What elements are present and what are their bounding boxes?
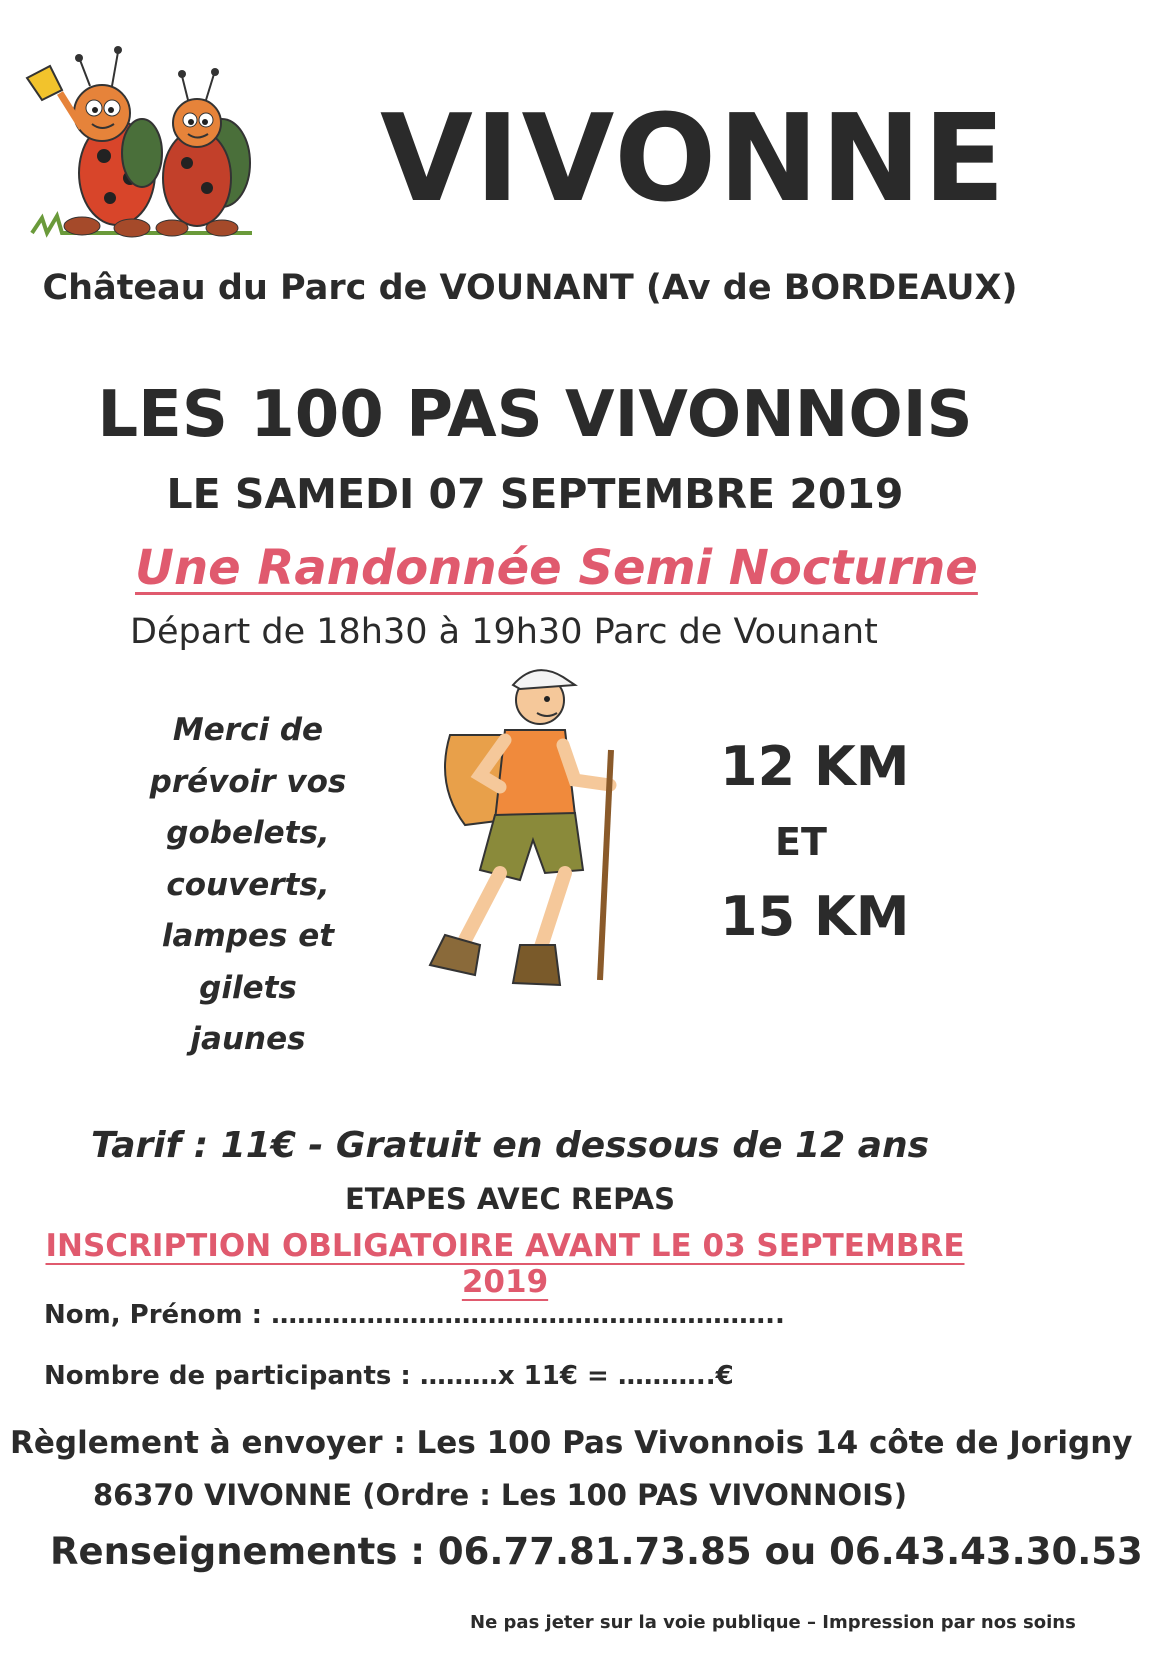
ladybug-hikers-illustration xyxy=(22,38,272,248)
event-subtitle: Une Randonnée Semi Nocturne xyxy=(135,540,978,596)
registration-deadline: INSCRIPTION OBLIGATOIRE AVANT LE 03 SEPTEMBRE 2019 xyxy=(45,1228,965,1300)
note-line: couverts, xyxy=(166,866,330,903)
steps-line: ETAPES AVEC REPAS xyxy=(344,1182,675,1216)
poster-title: VIVONNE xyxy=(380,90,1008,229)
payment-order: 86370 VIVONNE (Ordre : Les 100 PAS VIVONNOIS) xyxy=(92,1478,908,1512)
note-line: lampes et gilets xyxy=(161,918,335,1006)
hiker-illustration xyxy=(425,655,655,1015)
note-line: Merci de xyxy=(172,712,324,748)
note-line: jaunes xyxy=(190,1021,306,1057)
payment-address: Règlement à envoyer : Les 100 Pas Vivonnois 14 côte de Jorigny xyxy=(10,1425,1133,1461)
distance-15km: 15 KM xyxy=(720,885,910,948)
distance-joiner: ET xyxy=(775,820,827,864)
price-line: Tarif : 11€ - Gratuit en dessous de 12 ans xyxy=(90,1125,930,1166)
note-line: gobelets, xyxy=(166,815,330,851)
venue-line: Château du Parc de VOUNANT (Av de BORDEAUX) xyxy=(42,268,1018,308)
departure-info: Départ de 18h30 à 19h30 Parc de Vounant xyxy=(130,612,878,652)
event-name: LES 100 PAS VIVONNOIS xyxy=(97,378,973,452)
participants-field: Nombre de participants : ………x 11€ = ………..€ xyxy=(44,1361,734,1391)
contact-phones: Renseignements : 06.77.81.73.85 ou 06.43.43.30.53 xyxy=(50,1530,1143,1573)
note-line: prévoir vos xyxy=(149,763,347,800)
equipment-note xyxy=(108,705,388,1066)
event-date: LE SAMEDI 07 SEPTEMBRE 2019 xyxy=(166,470,904,518)
name-field: Nom, Prénom : ………………………………………………….. xyxy=(44,1300,785,1330)
distance-12km: 12 KM xyxy=(720,735,910,798)
footer-note: Ne pas jeter sur la voie publique – Impression par nos soins xyxy=(470,1612,1076,1633)
